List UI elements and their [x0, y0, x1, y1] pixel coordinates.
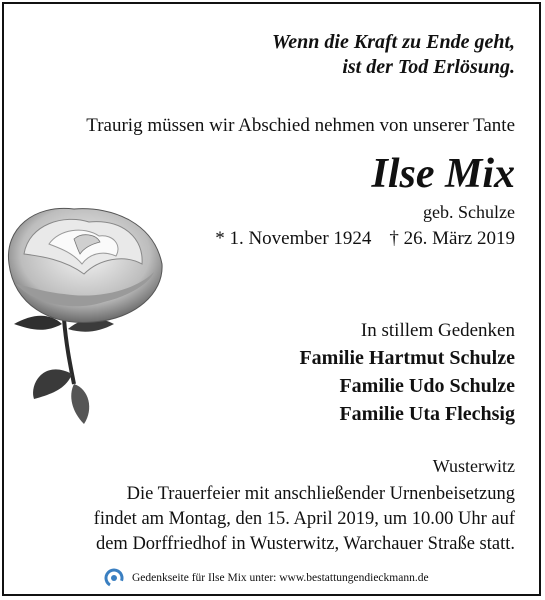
motto-line-1: Wenn die Kraft zu Ende geht,	[272, 31, 515, 53]
family-2: Familie Udo Schulze	[339, 375, 515, 397]
motto	[272, 30, 515, 80]
maiden-name: geb. Schulze	[423, 202, 515, 222]
funeral-line-1: Die Trauerfeier mit anschließender Urnenbeisetzung	[126, 484, 515, 504]
rose-image	[4, 184, 174, 434]
memorial-logo-icon	[104, 568, 124, 588]
funeral-line-2: findet am Montag, den 15. April 2019, um 10.00 Uhr auf	[93, 509, 515, 529]
birth-date: * 1. November 1924	[215, 228, 372, 249]
deceased-name: Ilse Mix	[371, 151, 515, 197]
family-1: Familie Hartmut Schulze	[299, 347, 515, 369]
funeral-line-3: dem Dorffriedhof in Wusterwitz, Warchauer Straße statt.	[95, 534, 515, 554]
life-dates	[215, 228, 515, 250]
funeral-details	[94, 482, 515, 557]
family-3: Familie Uta Flechsig	[339, 403, 515, 425]
memorial-page-link[interactable]: Gedenkseite für Ilse Mix unter: www.bestattungendieckmann.de	[132, 572, 429, 584]
motto-line-2: ist der Tod Erlösung.	[342, 56, 515, 78]
mourners-heading: In stillem Gedenken	[360, 320, 515, 341]
death-date: † 26. März 2019	[389, 228, 515, 249]
intro-text: Traurig müssen wir Abschied nehmen von unserer Tante	[86, 115, 515, 136]
place-name: Wusterwitz	[432, 456, 515, 476]
footer	[104, 568, 429, 588]
